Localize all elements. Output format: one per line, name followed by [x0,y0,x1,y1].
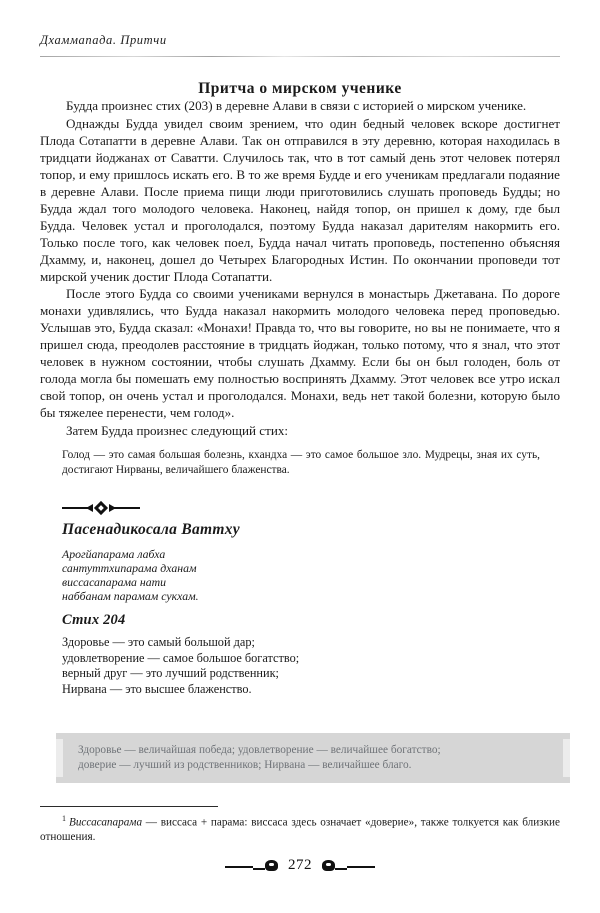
callout-line: доверие — лучший из родственников; Нирвана — величайшее благо. [78,758,412,771]
page-folio [40,857,560,874]
highlighted-callout [56,733,570,783]
footnote [40,812,560,845]
running-header: Дхаммапада. Притчи [40,33,167,47]
footnote-separator [40,806,218,807]
verse-quote: Голод — это самая большая болезнь, кхандха — это самое большое зло. Мудрецы, зная их суть, достигают Нирваны, величайшего блаженства. [62,448,540,476]
pali-verse [62,547,560,604]
footnote-marker: 1 [62,814,66,823]
pali-verse-line: сантуттхипарама дханам [62,560,197,575]
stanza-line: удовлетворение — самое большое богатство; [62,650,300,665]
page-content [40,0,560,913]
paragraph: Затем Будда произнес следующий стих: [66,422,289,438]
folio-ornament-right-icon [319,859,375,872]
ornament-divider-icon [62,502,140,514]
pali-verse-line: Арогйапарама лабха [62,546,166,561]
stanza-line: Здоровье — это самый большой дар; [62,635,255,650]
stanza-line: Нирвана — это высшее блаженство. [62,681,252,696]
paragraph: Однажды Будда увидел своим зрением, что один бедный человек вскоре достигнет Плода Сотапатти в деревне Алави. Так он отправился в эту деревню, которая находилась в тридцати йоджанах от Саватти. Случилось так, что в тот самый день этот человек потерял топор, и ему пришлось искать его. В то же время Будде и его ученикам предлагали подаяние в деревне Алави. После приема пищи люди приготовились слушать проповедь Будды; но Будда ждал того молодого человека. Наконец, найдя топор, он пришел к дому, где был Будда. Человек устал и проголодался, поэтому Будда наказал дарителям накормить его. Только после того, как человек поел, Будда начал читать проповедь, постепенно объясняя Дхамму, и, наконец, дошел до Четырех Благородных Истин. По окончании проповеди тот мирской ученик достиг Плода Сотапатти. [40,115,560,284]
pali-section-heading: Пасенадикосала Ваттху [62,520,240,538]
paragraph: Будда произнес стих (203) в деревне Алави в связи с историей о мирском ученике. [66,98,527,113]
footnote-term: Виссасапарама [69,816,143,829]
page-title: Притча о мирском ученике [198,80,402,98]
body-text [40,97,560,697]
header-rule [40,56,560,57]
folio-ornament-left-icon [225,859,281,872]
footnote-text: — виссаса + парама: виссаса здесь означает «доверие», также толкуется как близкие отношения. [40,816,560,844]
stanza-heading: Стих 204 [62,612,126,629]
callout-line: Здоровье — величайшая победа; удовлетворение — величайшее богатство; [78,744,441,756]
stanza-translation [62,635,560,697]
paragraph: После этого Будда со своими учениками вернулся в монастырь Джетавана. По дороге монахи удивлялись, что Будда наказал накормить молодого человека перед проповедью. Услышав это, Будда сказал: «Монахи! Правда то, что вы говорите, но вы не понимаете, что я пришел сюда, преодолев расстояние в тридцать йоджан, только потому, что я знал, что этот человек в нужном состоянии, чтобы слушать Дхамму. Если бы он был голоден, боль от голода могла бы помешать ему полностью воспринять Дхамму. Этот человек все утро искал свой топор, он очень устал и проголодался. Монахи, ведь нет такой болезни, которую было бы тяжелее перенести, чем голод». [40,286,560,420]
pali-verse-line: наббанам парамам сукхам. [62,589,199,604]
stanza-line: верный друг — это лучший родственник; [62,666,279,681]
page-number: 272 [288,857,312,873]
pali-verse-line: виссасапарама нати [62,574,167,589]
